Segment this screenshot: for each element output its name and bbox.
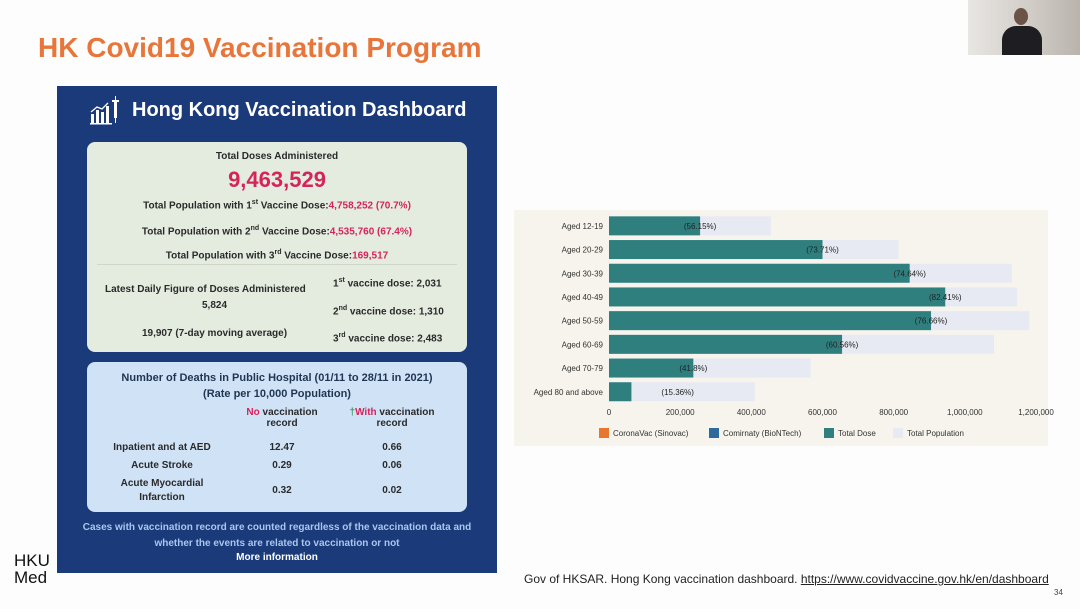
row-inpatient-label: Inpatient and at AED [113, 442, 211, 453]
bar-total-dose [609, 311, 931, 330]
row-ami-label-b: Infarction [139, 492, 185, 503]
vaccine-chart-icon [89, 96, 121, 126]
dose2-value: 4,535,760 (67.4%) [329, 226, 413, 238]
dose3-value: 169,517 [352, 250, 389, 262]
legend-swatch [599, 428, 609, 438]
col-no-vaccination [237, 407, 327, 429]
legend-swatch [824, 428, 834, 438]
total-doses-label: Total Doses Administered [215, 151, 339, 162]
presenter-body [1002, 26, 1042, 55]
data-label: (15.36%) [661, 387, 694, 397]
dashboard-title: Hong Kong Vaccination Dashboard [132, 99, 467, 121]
daily-value: 5,824 [201, 300, 228, 311]
data-label: (41.8%) [679, 364, 708, 374]
x-tick-label: 1,200,000 [1018, 408, 1054, 417]
data-label: (56.15%) [683, 221, 717, 231]
y-tick-label: Aged 30-39 [561, 269, 603, 279]
presenter-head [1014, 8, 1028, 25]
citation-text: Gov of HKSAR. Hong Kong vaccination dashboard. [524, 572, 801, 586]
row-ami-label-a: Acute Myocardial [120, 478, 204, 489]
dashboard-header [57, 86, 497, 136]
y-tick-label: Aged 60-69 [561, 340, 603, 350]
col-with-vacc: vaccination [376, 407, 435, 418]
dose2-suffix: Vaccine Dose: [259, 226, 330, 238]
row-ami-no: 0.32 [272, 485, 292, 496]
y-tick-label: Aged 80 and above [533, 387, 603, 397]
dose2-sup: nd [250, 225, 260, 232]
row-stroke-label: Acute Stroke [131, 460, 193, 471]
daily-dose1-text: vaccine dose: 2,031 [344, 278, 442, 290]
y-tick-label: Aged 70-79 [561, 364, 603, 374]
x-tick-label: 1,000,000 [947, 408, 983, 417]
deaths-box [87, 362, 467, 512]
daily-moving-average: 19,907 (7-day moving average) [141, 328, 288, 339]
y-tick-label: Aged 20-29 [561, 245, 603, 255]
row-stroke-with: 0.06 [382, 460, 402, 471]
logo-line2: Med [14, 568, 48, 587]
bar-total-dose [609, 264, 910, 283]
bar-total-dose [609, 382, 631, 401]
doses-summary-box [87, 142, 467, 352]
citation-link[interactable]: https://www.covidvaccine.gov.hk/en/dashboard [800, 572, 1049, 586]
daily-dose2-sup: nd [338, 305, 348, 312]
daily-dose3-text: vaccine dose: 2,483 [345, 333, 443, 345]
deaths-title: Number of Deaths in Public Hospital (01/11 to 28/11 in 2021) [121, 372, 433, 384]
daily-dose1-n: 1 [333, 278, 339, 290]
data-label: (74.64%) [893, 269, 926, 279]
x-tick-label: 400,000 [736, 408, 766, 417]
bar-total-dose [609, 335, 842, 354]
y-tick-label: Aged 40-49 [561, 292, 603, 302]
row-ami-with: 0.02 [382, 485, 402, 496]
dose3-line [87, 249, 467, 261]
legend-label: CoronaVac (Sinovac) [613, 429, 689, 438]
col-with-record: record [376, 418, 408, 429]
daily-dose2-text: vaccine dose: 1,310 [347, 306, 444, 318]
slide-title: HK Covid19 Vaccination Program [38, 32, 482, 63]
col-with-word: With [355, 407, 377, 418]
daily-label: Latest Daily Figure of Doses Administered [105, 284, 306, 295]
deaths-subtitle: (Rate per 10,000 Population) [203, 388, 351, 400]
dose2-line [87, 225, 467, 237]
hku-med-logo [14, 552, 50, 586]
daily-dose2 [333, 305, 444, 317]
logo-line1: HKU [14, 551, 50, 570]
row-stroke-no: 0.29 [272, 460, 292, 471]
col-no-word: No [246, 407, 260, 418]
daily-dose3-n: 3 [333, 333, 339, 345]
y-tick-label: Aged 50-59 [561, 316, 603, 326]
presenter-video [968, 0, 1080, 55]
y-tick-label: Aged 12-19 [561, 221, 603, 231]
page-number: 34 [1054, 588, 1063, 597]
data-label: (82.41%) [929, 292, 962, 302]
summary-divider [97, 264, 457, 265]
vaccination-by-age-chart [514, 210, 1054, 446]
legend-swatch [709, 428, 719, 438]
footnote [57, 520, 497, 552]
dose1-value: 4,758,252 (70.7%) [328, 200, 411, 212]
data-label: (73.71%) [806, 245, 839, 255]
dose3-sup: rd [274, 249, 282, 256]
dose1-sup: st [251, 199, 259, 206]
total-doses-value: 9,463,529 [228, 167, 326, 192]
x-tick-label: 800,000 [879, 408, 909, 417]
col-with-vaccination [347, 407, 437, 429]
more-information-link[interactable]: More information [236, 552, 318, 563]
row-ami-label [97, 477, 227, 505]
x-tick-label: 600,000 [808, 408, 837, 417]
dose1-prefix: Total Population with 1 [143, 200, 252, 212]
footnote-line1: Cases with vaccination record are counted regardless of the vaccination data and [82, 522, 472, 533]
dose3-suffix: Vaccine Dose: [281, 250, 353, 262]
daily-dose1-sup: st [338, 277, 345, 284]
footnote-line2: whether the events are related to vaccination or not [154, 538, 400, 549]
col-no-record: record [266, 418, 298, 429]
legend-label: Comirnaty (BioNTech) [723, 429, 802, 438]
x-tick-label: 0 [606, 408, 612, 417]
daily-dose3-sup: rd [338, 332, 346, 339]
data-label: (76.66%) [914, 316, 948, 326]
syringe-icon: † [349, 407, 356, 418]
daily-dose1 [333, 277, 442, 289]
legend-label: Total Population [907, 429, 964, 438]
citation [524, 572, 1049, 586]
vaccination-dashboard [57, 86, 497, 573]
dose1-line [87, 199, 467, 211]
row-inpatient-no: 12.47 [269, 442, 295, 453]
dose3-prefix: Total Population with 3 [165, 250, 275, 262]
x-tick-label: 200,000 [665, 408, 695, 417]
bar-total-dose [609, 287, 945, 306]
dose2-prefix: Total Population with 2 [141, 226, 251, 238]
legend-label: Total Dose [838, 429, 876, 438]
dose1-suffix: Vaccine Dose: [258, 200, 329, 212]
legend-swatch [893, 428, 903, 438]
daily-dose3 [333, 332, 442, 344]
col-no-vacc: vaccination [259, 407, 318, 418]
row-inpatient-with: 0.66 [382, 442, 402, 453]
data-label: (60.56%) [825, 340, 859, 350]
daily-dose2-n: 2 [333, 306, 339, 318]
bar-total-dose [609, 240, 823, 259]
